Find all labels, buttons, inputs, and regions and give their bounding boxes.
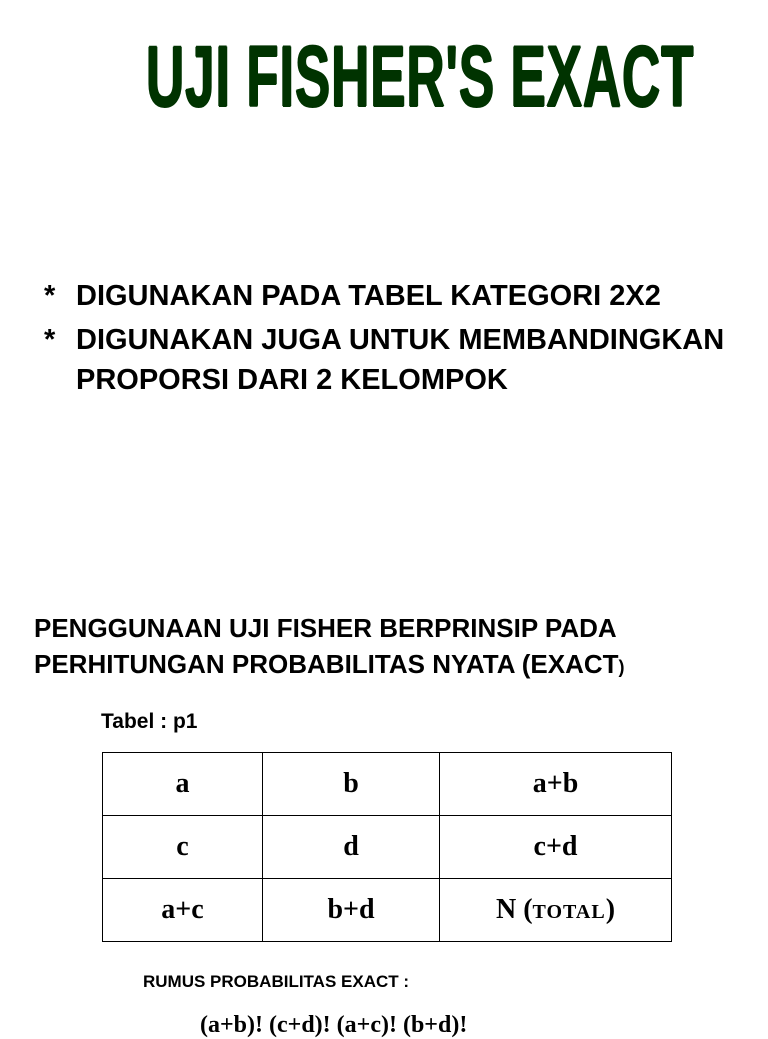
table-cell: a+b <box>440 753 672 816</box>
table-cell: a <box>103 753 263 816</box>
table-cell: c <box>103 816 263 879</box>
table-cell: c+d <box>440 816 672 879</box>
principle-close: ) <box>618 657 625 677</box>
principle-text: PENGGUNAAN UJI FISHER BERPRINSIP PADA PERHITUNGAN PROBABILITAS NYATA (EXACT <box>34 613 619 679</box>
total-word: TOTAL <box>532 901 606 923</box>
table-cell-total <box>440 879 672 942</box>
bullet-list <box>44 276 744 404</box>
principle-paragraph <box>34 610 754 685</box>
table-row <box>103 753 672 816</box>
total-close: ) <box>605 894 616 925</box>
table-cell: a+c <box>103 879 263 942</box>
formula-partial: (a+b)! (c+d)! (a+c)! (b+d)! <box>200 1012 468 1038</box>
table-row <box>103 816 672 879</box>
page-title: UJI FISHER'S EXACT <box>145 29 695 125</box>
bullet-text: DIGUNAKAN JUGA UNTUK MEMBANDINGKAN PROPORSI DARI 2 KELOMPOK <box>76 324 725 396</box>
bullet-item <box>44 276 744 316</box>
bullet-item <box>44 320 744 400</box>
total-prefix: N ( <box>495 894 533 925</box>
table-label: Tabel : p1 <box>101 710 198 733</box>
table-cell: b+d <box>263 879 440 942</box>
bullet-marker: * <box>44 280 56 312</box>
bullet-marker: * <box>44 324 56 356</box>
table-row <box>103 879 672 942</box>
table-cell: b <box>263 753 440 816</box>
table-cell: d <box>263 816 440 879</box>
formula-label: RUMUS PROBABILITAS EXACT : <box>143 972 410 991</box>
bullet-text: DIGUNAKAN PADA TABEL KATEGORI 2X2 <box>76 280 661 312</box>
contingency-table <box>102 752 672 942</box>
